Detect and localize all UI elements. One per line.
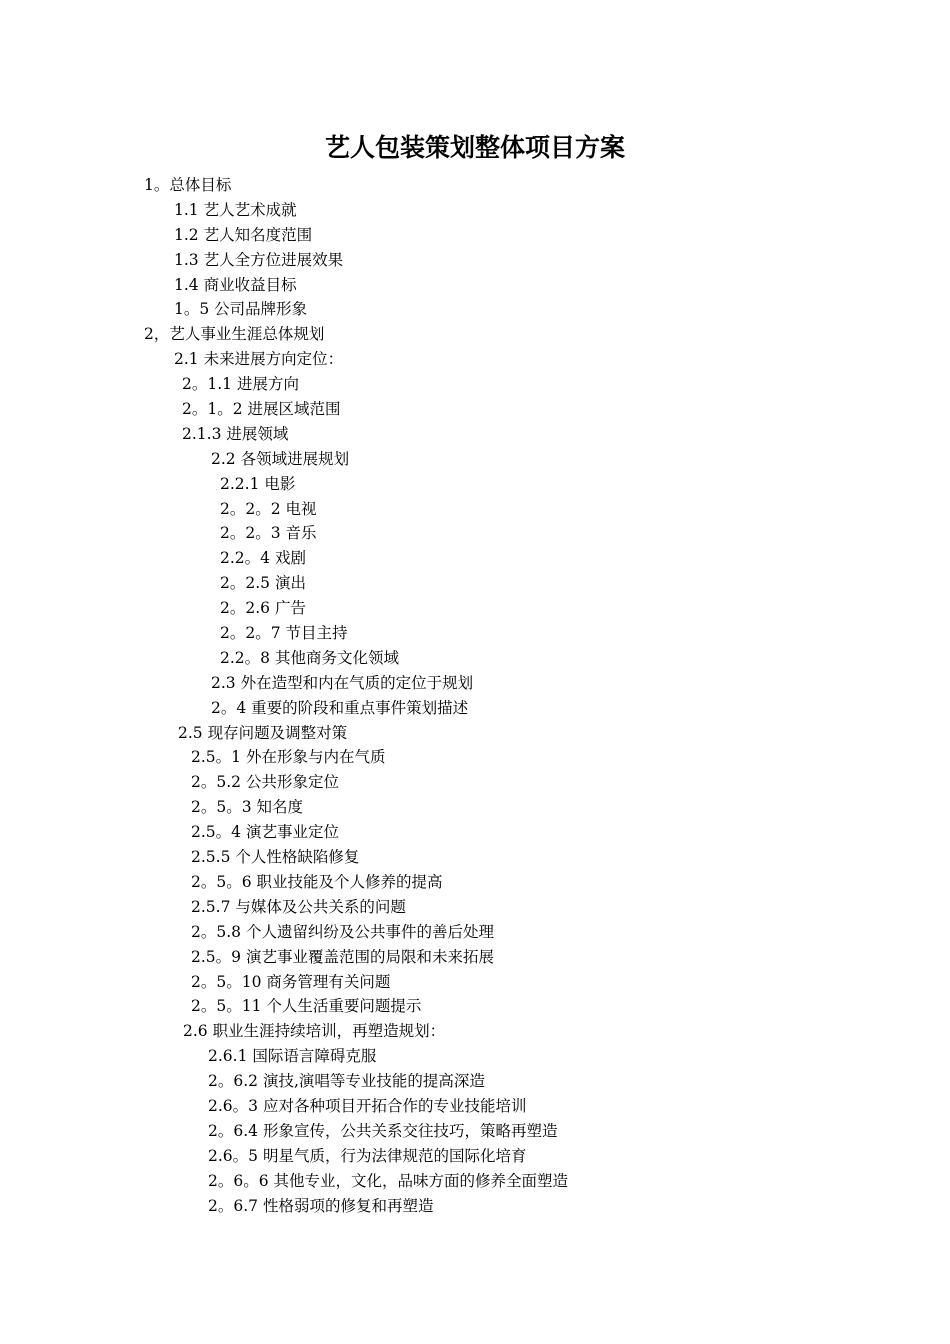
outline-item: 2。5。10 商务管理有关问题 (191, 972, 391, 991)
outline-item: 1.3 艺人全方位进展效果 (174, 250, 344, 269)
outline-item: 1.4 商业收益目标 (174, 275, 297, 294)
outline-item: 2.2.1 电影 (220, 474, 296, 493)
outline-item: 2.3 外在造型和内在气质的定位于规划 (211, 673, 474, 692)
outline-item: 2.5.7 与媒体及公共关系的问题 (191, 897, 406, 916)
outline-item: 2.6 职业生涯持续培训，再塑造规划： (183, 1022, 446, 1041)
document-title: 艺人包装策划整体项目方案 (324, 133, 625, 162)
outline-item: 1.2 艺人知名度范围 (174, 225, 313, 244)
outline-item: 2。5。3 知名度 (191, 798, 304, 817)
outline-item: 2。2.5 演出 (220, 574, 306, 593)
outline-item: 2.1.3 进展领域 (182, 424, 289, 443)
outline-item: 2，艺人事业生涯总体规划 (144, 325, 325, 344)
outline-item: 2.6。3 应对各种项目开拓合作的专业技能培训 (208, 1096, 527, 1115)
outline-item: 2。6.7 性格弱项的修复和再塑造 (208, 1196, 434, 1215)
outline-item: 2.6.1 国际语言障碍克服 (208, 1047, 377, 1066)
outline-item: 2。2.6 广告 (220, 599, 306, 618)
outline-item: 2.5 现存问题及调整对策 (178, 723, 348, 742)
outline-item: 1。总体目标 (144, 176, 232, 194)
outline-list (0, 173, 950, 1218)
outline-item: 2.2 各领域进展规划 (211, 449, 350, 468)
outline-item: 2。1。2 进展区域范围 (182, 400, 341, 419)
outline-item: 1.1 艺人艺术成就 (174, 200, 297, 219)
outline-item: 1。5 公司品牌形象 (174, 300, 308, 319)
outline-item: 2.5.5 个人性格缺陷修复 (191, 848, 360, 867)
outline-item: 2。2。2 电视 (220, 499, 317, 518)
outline-item: 2。4 重要的阶段和重点事件策划描述 (211, 698, 469, 717)
outline-item: 2。6.4 形象宣传，公共关系交往技巧，策略再塑造 (208, 1121, 558, 1140)
outline-item: 2。5。6 职业技能及个人修养的提高 (191, 872, 443, 891)
outline-item: 2。2。3 音乐 (220, 524, 317, 543)
outline-item: 2.2。8 其他商务文化领域 (220, 648, 399, 667)
outline-item: 2.5。4 演艺事业定位 (191, 823, 339, 842)
outline-item: 2。2。7 节目主持 (220, 624, 348, 643)
outline-item: 2。6。6 其他专业，文化，品味方面的修养全面塑造 (208, 1171, 569, 1190)
outline-item: 2。1.1 进展方向 (182, 375, 299, 394)
outline-item: 2.5。9 演艺事业覆盖范围的局限和未来拓展 (191, 947, 494, 966)
outline-item: 2.2。4 戏剧 (220, 549, 306, 568)
outline-item: 2。5.8 个人遗留纠纷及公共事件的善后处理 (191, 922, 494, 941)
outline-item: 2。5.2 公共形象定位 (191, 773, 339, 792)
outline-item: 2。5。11 个人生活重要问题提示 (191, 997, 422, 1016)
outline-item: 2。6.2 演技,演唱等专业技能的提高深造 (208, 1072, 485, 1091)
outline-item: 2.1 未来进展方向定位： (174, 350, 344, 369)
outline-item: 2.5。1 外在形象与内在气质 (191, 748, 386, 767)
outline-item: 2.6。5 明星气质，行为法律规范的国际化培育 (208, 1146, 527, 1165)
